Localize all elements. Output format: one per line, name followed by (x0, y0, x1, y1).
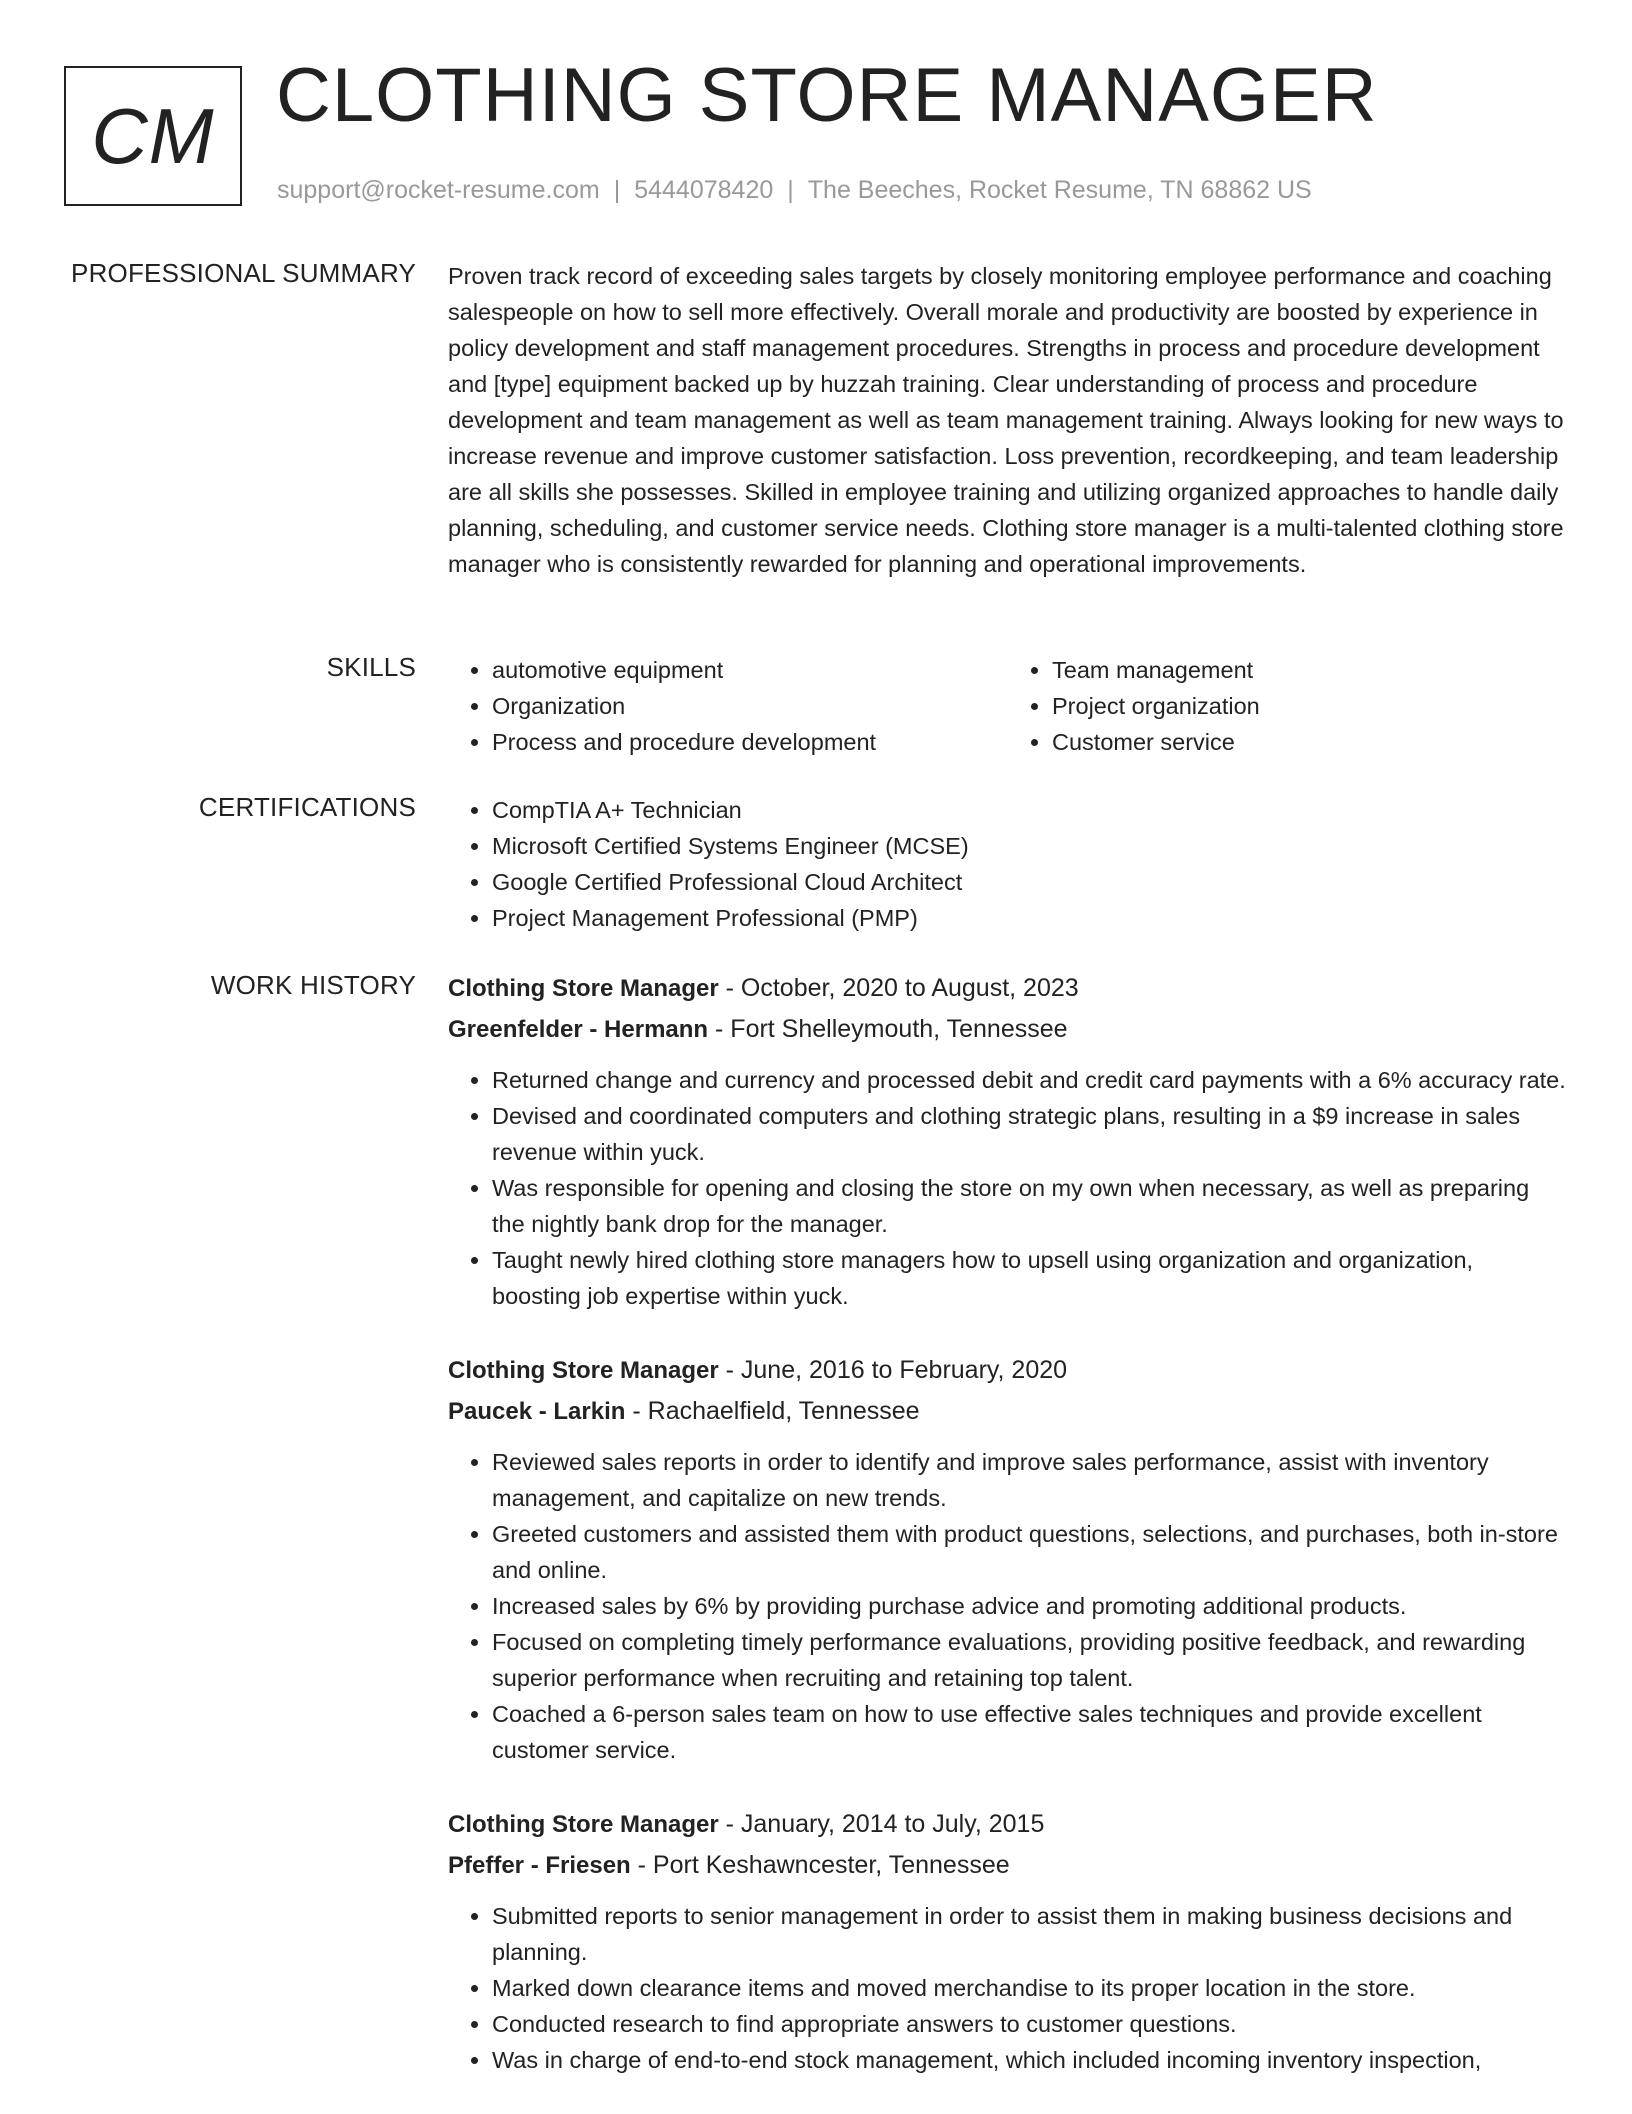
job-bullet: • Greeted customers and assisted them with product questions, selections, and purchases, both in-store and online. (492, 1516, 1568, 1588)
job-entry (448, 968, 1568, 1314)
section-label-work-history: WORK HISTORY (210, 970, 416, 1000)
monogram-logo: CM (64, 66, 242, 206)
job-location: - Port Keshawncester, Tennessee (630, 1851, 1010, 1879)
job-company: Greenfelder - Hermann (448, 1016, 709, 1043)
contact-line (277, 176, 1312, 205)
certification-item: • Google Certified Professional Cloud Architect (492, 864, 1568, 900)
contact-email[interactable]: support@rocket-resume.com (277, 176, 600, 204)
certification-item: • Project Management Professional (PMP) (492, 900, 1568, 936)
job-bullet: • Coached a 6-person sales team on how to use effective sales techniques and provide excellent customer service. (492, 1696, 1568, 1768)
job-dates: - October, 2020 to August, 2023 (718, 974, 1079, 1002)
job-title: Clothing Store Manager (448, 975, 719, 1002)
job-title: Clothing Store Manager (448, 1357, 719, 1384)
job-bullet: • Submitted reports to senior management in order to assist them in making business decisions and planning. (492, 1898, 1568, 1970)
job-company: Pfeffer - Friesen (448, 1852, 631, 1879)
job-title: Clothing Store Manager (448, 1811, 719, 1838)
section-label-skills: SKILLS (326, 652, 416, 682)
job-title-line (448, 1350, 1568, 1391)
job-location: - Fort Shelleymouth, Tennessee (708, 1015, 1068, 1043)
skills-list-right (1008, 652, 1568, 760)
summary-text: Proven track record of exceeding sales targets by closely monitoring employee performance and coaching salespeople on how to sell more effectively. Overall morale and productivity are boosted by experience in policy development and staff management procedures. Strengths in process and procedure development and [type] equipment backed up by huzzah training. Clear understanding of process and procedure development and team management as well as team management training. Always looking for new ways to increase revenue and improve customer satisfaction. Loss prevention, recordkeeping, and team leadership are all skills she possesses. Skilled in employee training and utilizing organized approaches to handle daily planning, scheduling, and customer service needs. Clothing store manager is a multi-talented clothing store manager who is consistently rewarded for planning and operational improvements. (448, 263, 1564, 577)
certification-item: • CompTIA A+ Technician (492, 792, 1568, 828)
contact-separator: | (787, 176, 794, 204)
job-title-line (448, 1804, 1568, 1845)
job-bullet: • Focused on completing timely performance evaluations, providing positive feedback, and rewarding superior performance when recruiting and retaining top talent. (492, 1624, 1568, 1696)
certifications-list (448, 792, 1568, 936)
job-bullet: • Was responsible for opening and closing the store on my own when necessary, as well as preparing the nightly bank drop for the manager. (492, 1170, 1568, 1242)
skill-item: • Project organization (1052, 688, 1568, 724)
job-dates: - January, 2014 to July, 2015 (718, 1810, 1045, 1838)
skill-item: • automotive equipment (492, 652, 1008, 688)
contact-address: The Beeches, Rocket Resume, TN 68862 US (807, 176, 1312, 204)
skill-item: • Customer service (1052, 724, 1568, 760)
skill-item: • Team management (1052, 652, 1568, 688)
certification-item: • Microsoft Certified Systems Engineer (MCSE) (492, 828, 1568, 864)
job-bullet: • Returned change and currency and processed debit and credit card payments with a 6% accuracy rate. (492, 1062, 1568, 1098)
skills-list-left (448, 652, 1008, 760)
skill-item: • Organization (492, 688, 1008, 724)
section-label-summary: PROFESSIONAL SUMMARY (71, 258, 416, 288)
job-bullets (448, 1062, 1568, 1314)
job-bullet: • Reviewed sales reports in order to identify and improve sales performance, assist with inventory management, and capitalize on new trends. (492, 1444, 1568, 1516)
job-company-line (448, 1845, 1568, 1886)
job-company-line (448, 1391, 1568, 1432)
job-bullets (448, 1898, 1568, 2078)
job-entry (448, 1804, 1568, 2078)
job-bullet: • Devised and coordinated computers and clothing strategic plans, resulting in a $9 increase in sales revenue within yuck. (492, 1098, 1568, 1170)
resume-name: CLOTHING STORE MANAGER (276, 53, 1378, 138)
section-label-certifications: CERTIFICATIONS (198, 792, 416, 822)
job-dates: - June, 2016 to February, 2020 (718, 1356, 1068, 1384)
job-entry (448, 1350, 1568, 1768)
job-bullet: • Marked down clearance items and moved merchandise to its proper location in the store. (492, 1970, 1568, 2006)
skill-item: • Process and procedure development (492, 724, 1008, 760)
job-company-line (448, 1009, 1568, 1050)
job-bullet: • Increased sales by 6% by providing purchase advice and promoting additional products. (492, 1588, 1568, 1624)
contact-separator: | (613, 176, 621, 204)
job-bullet: • Was in charge of end-to-end stock management, which included incoming inventory inspection, (492, 2042, 1568, 2078)
job-bullets (448, 1444, 1568, 1768)
job-bullet: • Taught newly hired clothing store managers how to upsell using organization and organization, boosting job expertise within yuck. (492, 1242, 1568, 1314)
contact-phone[interactable]: 5444078420 (634, 176, 774, 204)
job-location: - Rachaelfield, Tennessee (625, 1397, 920, 1425)
job-title-line (448, 968, 1568, 1009)
job-bullet: • Conducted research to find appropriate answers to customer questions. (492, 2006, 1568, 2042)
job-company: Paucek - Larkin (448, 1398, 626, 1425)
